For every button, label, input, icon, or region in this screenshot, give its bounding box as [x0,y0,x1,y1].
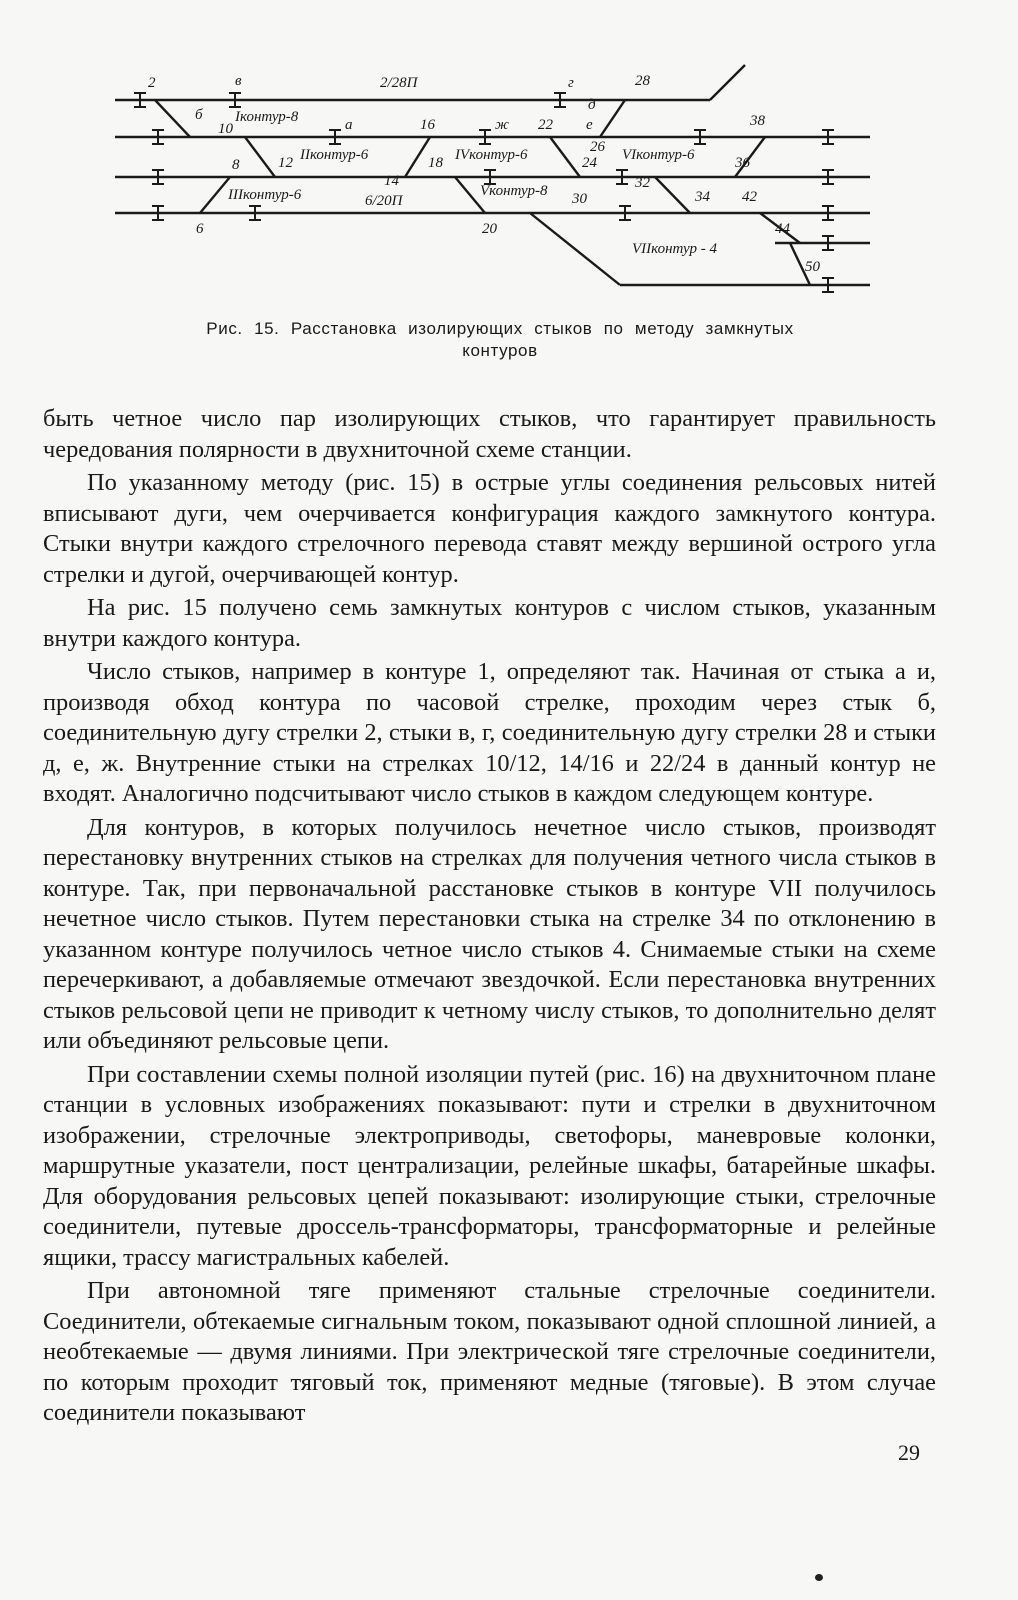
track-diagram-figure [110,55,890,305]
paragraph-odd-contours: Для контуров, в которых получилось нечетное число стыков, производят перестановку внутренних стыков на стрелках для получения четного числа стыков в контуре. Так, при первоначальной расстановке стыков в контуре VII получилось нечетное число стыков. Путем перестановки стыка на стрелке 34 по отклонению в указанном контуре получилось четное число стыков 4. Снимаемые стыки на схеме перечеркивают, а добавляемые отмечают звездочкой. Если перестановка внутренних стыков рельсовой цепи не приводит к четному числу стыков, то дополнительно делят или объединяют рельсовые цепи. [43,813,936,1054]
caption-line-1: Рис. 15. Расстановка изолирующих стыков по методу замкнутых [206,319,794,338]
label-44: 44 [775,221,790,237]
label-22: 22 [538,117,553,133]
label-36: 36 [735,155,750,171]
label-26: 26 [590,139,605,155]
label-d: д [588,97,596,113]
label-contour-6: VIконтур-6 [622,147,695,163]
label-6-20p: 6/20П [365,193,403,209]
label-28: 28 [635,73,650,89]
label-e: е [586,117,593,133]
caption-line-2: контуров [462,341,538,360]
label-50: 50 [805,259,820,275]
track-diagram-svg [110,55,890,300]
paragraph-connectors: При автономной тяге применяют стальные стрелочные соединители. Соединители, обтекаемые сигнальным током, показывают одной сплошной линией, а необтекаемые — двумя линиями. При электрической тяге стрелочные соединители, по которым проходит тяговый ток, применяют медные (тяговые). В этом случае соединители показывают [43,1277,936,1426]
label-contour-2: IIконтур-6 [300,147,369,163]
label-34: 34 [695,189,710,205]
label-38: 38 [750,113,765,129]
label-42: 42 [742,189,757,205]
label-a: а [345,117,353,133]
label-zh: ж [495,117,509,133]
label-b: б [195,107,203,123]
label-2-28p: 2/28П [380,75,418,91]
track-lines [115,65,870,285]
figure-caption [110,318,890,362]
label-12: 12 [278,155,293,171]
label-24: 24 [582,155,597,171]
paragraph-method: По указанному методу (рис. 15) в острые углы соединения рельсовых нитей вписывают дуги, чем очерчивается конфигурация каждого замкнутого контура. Стыки внутри каждого стрелочного перевода ставят между вершиной острого угла стрелки и дугой, очерчивающей контур. [43,469,936,588]
label-v: в [235,73,242,89]
label-6: 6 [196,221,204,237]
label-16: 16 [420,117,435,133]
body-text [43,404,936,1429]
label-8: 8 [232,157,240,173]
label-18: 18 [428,155,443,171]
label-contour-7: VIIконтур - 4 [632,241,717,257]
label-2: 2 [148,75,156,91]
label-contour-3: IIIконтур-6 [228,187,302,203]
paragraph-isolation-scheme: При составлении схемы полной изоляции путей (рис. 16) на двухниточном плане станции в условных изображениях показывают: пути и стрелки в двухниточном изображении, стрелочные электроприводы, светофоры, маневровые колонки, маршрутные указатели, пост централизации, релейные шкафы, батарейные шкафы. Для оборудования рельсовых цепей показывают: изолирующие стыки, стрелочные соединители, путевые дроссель-трансформаторы, трансформаторные и релейные ящики, трассу магистральных кабелей. [43,1060,936,1271]
label-10: 10 [218,121,233,137]
diagram-labels [148,73,821,275]
label-32: 32 [635,175,650,191]
page-number: 29 [898,1440,920,1465]
label-14: 14 [384,173,399,189]
paragraph-counting: Число стыков, например в контуре 1, определяют так. Начиная от стыка а и, производя обход контура по часовой стрелке, проходим через стык б, соединительную дугу стрелки 2, стыки в, г, соединительную дугу стрелки 28 и стыки д, е, ж. Внутренние стыки на стрелках 10/12, 14/16 и 22/24 в данный контур не входят. Аналогично подсчитывают число стыков в каждом следующем контуре. [43,658,936,807]
print-speck [815,1574,823,1581]
label-30: 30 [572,191,587,207]
label-contour-1: Iконтур-8 [235,109,299,125]
label-contour-5: Vконтур-8 [480,183,548,199]
label-20: 20 [482,221,497,237]
paragraph-continuation: быть четное число пар изолирующих стыков, что гарантирует правильность чередования полярности в двухниточной схеме станции. [43,405,936,463]
label-contour-4: IVконтур-6 [455,147,528,163]
paragraph-seven-contours: На рис. 15 получено семь замкнутых контуров с числом стыков, указанным внутри каждого контура. [43,594,936,652]
label-g: г [568,75,574,91]
